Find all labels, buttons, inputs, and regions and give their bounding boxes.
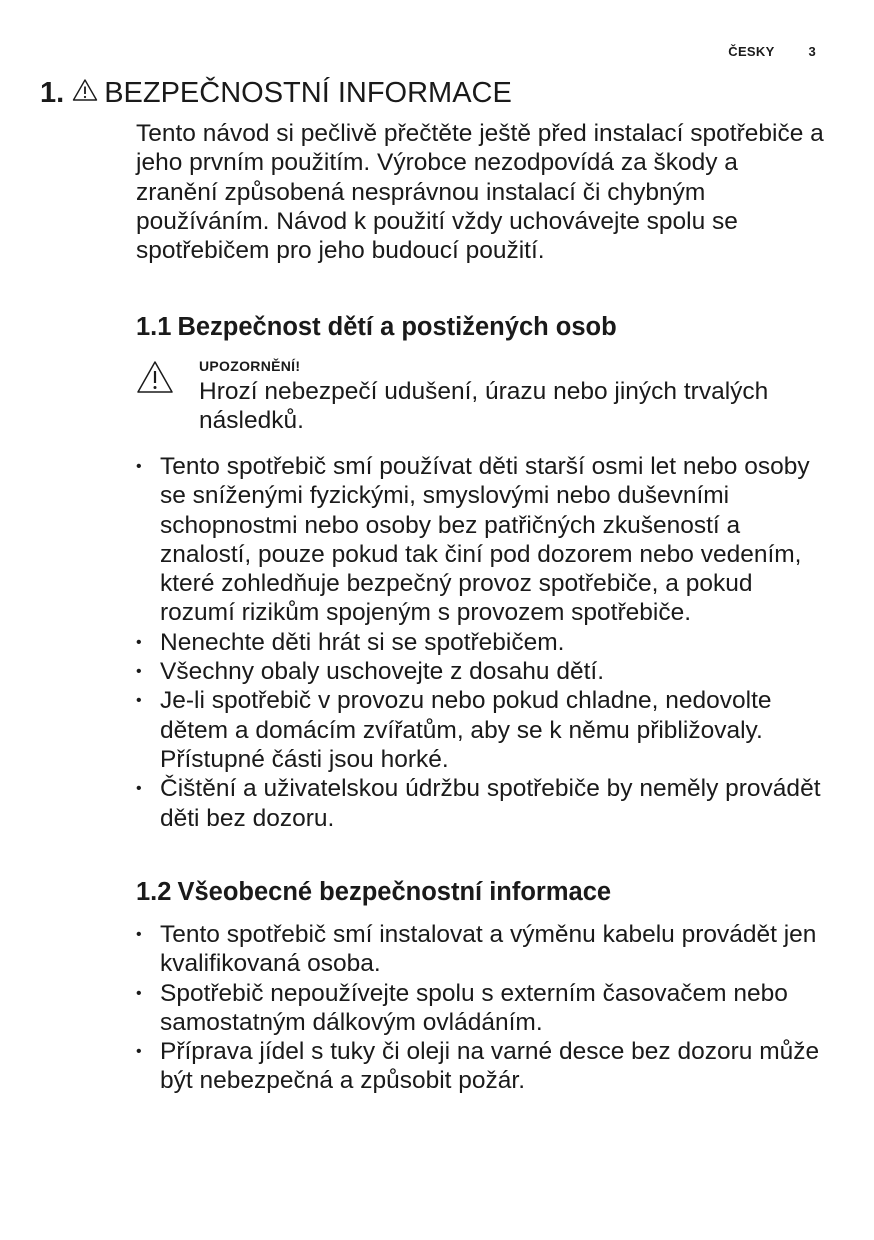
section-number: 1. (40, 77, 65, 109)
list-item: • Nenechte děti hrát si se spotřebičem. (136, 628, 826, 657)
list-item: • Tento spotřebič smí používat děti starší osmi let nebo osoby se sníženými fyzickými, smyslovými nebo duševními schopnostmi nebo osoby bez patřičných zkušeností a znalostí, pouze pokud tak činí pod dozorem nebo vedením, které zohledňuje bezpečný provoz spotřebiče, a pokud rozumí rizikům spojeným s provozem spotřebiče. (136, 452, 826, 628)
list-item: • Čištění a uživatelskou údržbu spotřebiče by neměly provádět děti bez dozoru. (136, 774, 826, 833)
list-item: • Spotřebič nepoužívejte spolu s externím časovačem nebo samostatným dálkovým ovládáním. (136, 979, 826, 1038)
warning-title: UPOZORNĚNÍ! (199, 358, 301, 374)
warning-triangle-icon (72, 76, 104, 110)
warning-text: Hrozí nebezpečí udušení, úrazu nebo jiných trvalých následků. (199, 378, 769, 435)
language-label: ČESKY (728, 44, 775, 59)
general-safety-list (136, 920, 826, 1096)
warning-triangle-icon (136, 360, 174, 399)
child-safety-list (136, 452, 826, 833)
subsection-heading-2 (136, 877, 826, 907)
subsection-title: Bezpečnost dětí a postižených osob (177, 313, 617, 341)
subsection-heading-1 (136, 312, 826, 342)
list-item: • Příprava jídel s tuky či oleji na varné desce bez dozoru může být nebezpečná a způsobit požár. (136, 1037, 826, 1096)
section-title: BEZPEČNOSTNÍ INFORMACE (104, 77, 512, 109)
page-number: 3 (808, 44, 816, 59)
list-item: • Je-li spotřebič v provozu nebo pokud chladne, nedovolte dětem a domácím zvířatům, aby se k němu přibližovaly. Přístupné části jsou horké. (136, 686, 826, 774)
list-item: • Všechny obaly uschovejte z dosahu dětí. (136, 657, 826, 686)
subsection-title: Všeobecné bezpečnostní informace (177, 878, 612, 906)
list-item: • Tento spotřebič smí instalovat a výměnu kabelu provádět jen kvalifikovaná osoba. (136, 920, 826, 979)
page-header (728, 44, 816, 59)
intro-paragraph: Tento návod si pečlivě přečtěte ještě před instalací spotřebiče a jeho prvním použitím. Výrobce nezodpovídá za škody a zranění způsobená nesprávnou instalací či chybným používáním. Návod k použití vždy uchovávejte spolu se spotřebičem pro jeho budoucí použití. (136, 120, 824, 265)
section-heading (40, 76, 512, 110)
subsection-number: 1.1 (136, 313, 172, 341)
subsection-number: 1.2 (136, 878, 172, 906)
